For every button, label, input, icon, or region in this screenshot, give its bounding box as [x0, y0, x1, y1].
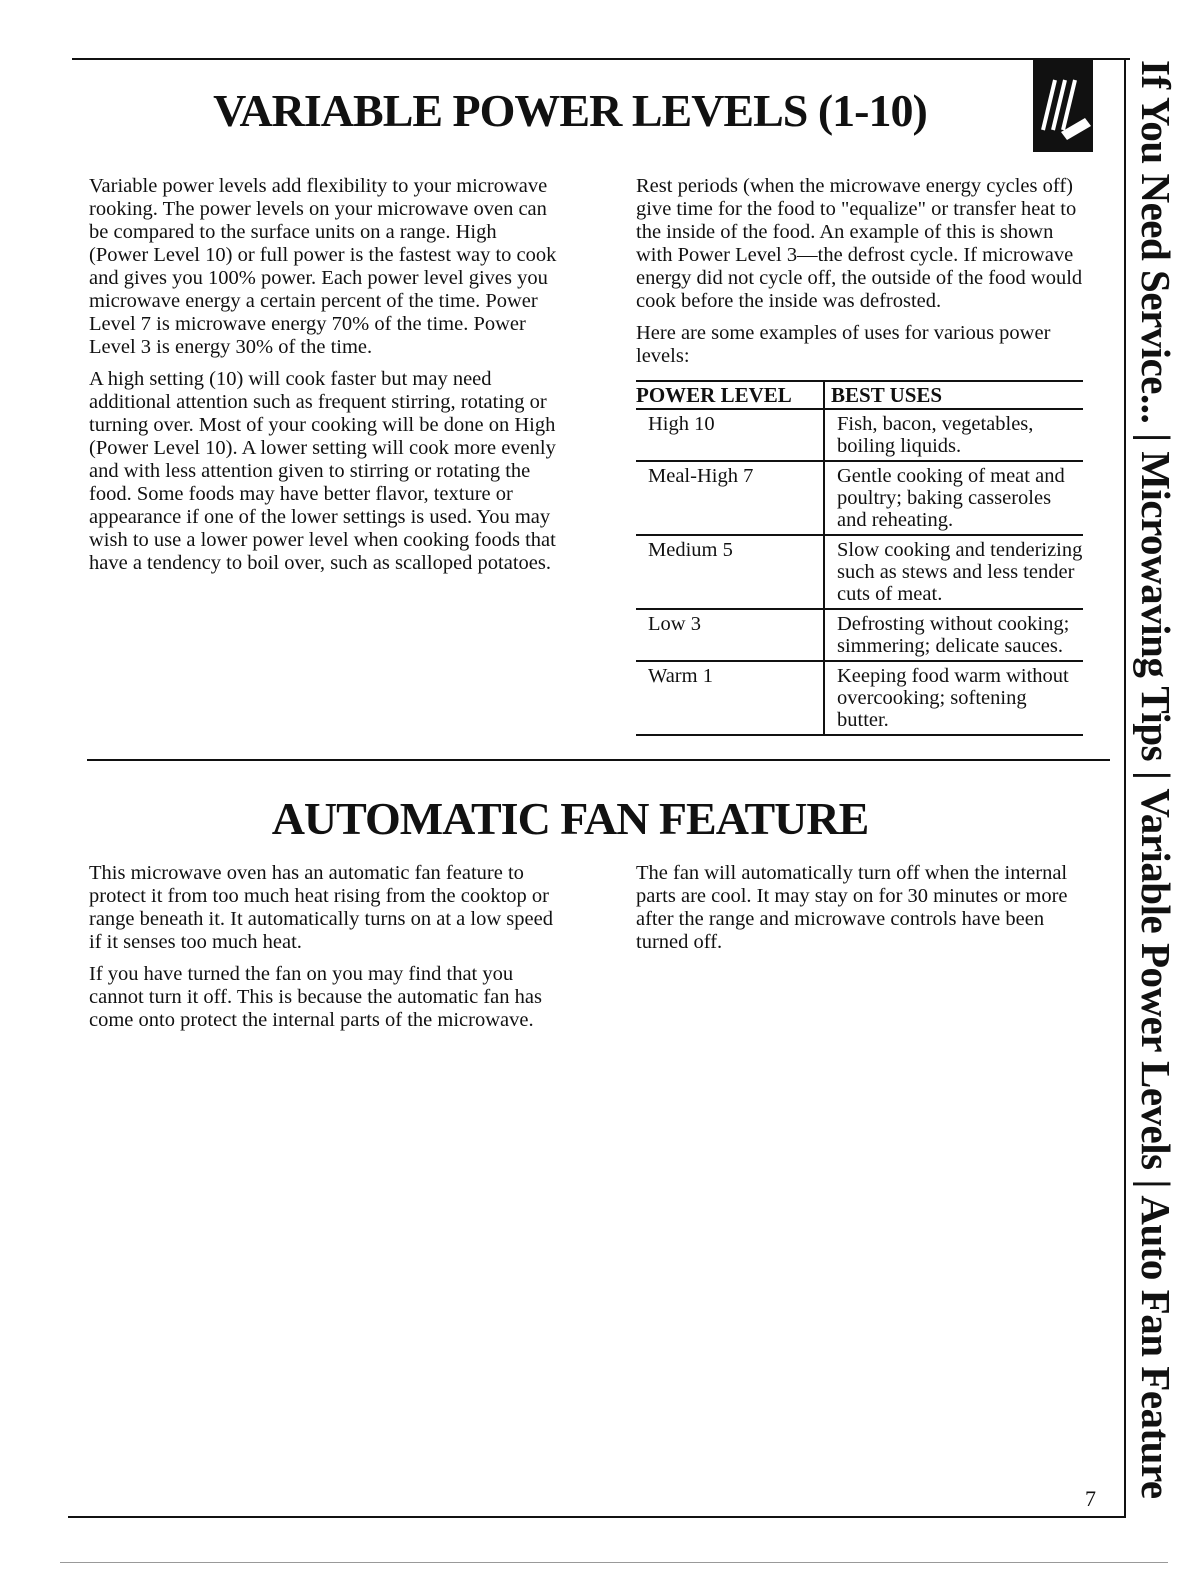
level-cell: Meal-High 7: [636, 461, 824, 535]
level-cell: High 10: [636, 409, 824, 461]
level-cell: Medium 5: [636, 535, 824, 609]
table-header-level: POWER LEVEL: [636, 381, 824, 409]
uses-cell: Fish, bacon, vegetables, boiling liquids.: [824, 409, 1083, 461]
sidebar-index: If You Need Service... | Microwaving Tips | Variable Power Levels | Auto Fan Feature: [1133, 60, 1179, 1499]
top-rule: [72, 58, 1130, 60]
fan-detail-column: [636, 862, 1076, 954]
table-header-uses: BEST USES: [824, 381, 1083, 409]
paragraph: The fan will automatically turn off when the internal parts are cool. It may stay on for 30 minutes or more after the range and microwave controls have been turned off.: [636, 862, 1068, 953]
section-logo-icon: [1033, 60, 1093, 152]
level-cell: Warm 1: [636, 661, 824, 735]
uses-cell: Gentle cooking of meat and poultry; baking casseroles and reheating.: [824, 461, 1083, 535]
uses-cell: Slow cooking and tenderizing such as stews and less tender cuts of meat.: [824, 535, 1083, 609]
section-title: AUTOMATIC FAN FEATURE: [271, 793, 869, 844]
table-row: [636, 409, 1083, 461]
bottom-rule: [68, 1516, 1126, 1518]
paragraph: If you have turned the fan on you may find that you cannot turn it off. This is because the automatic fan has come onto protect the internal parts of the microwave.: [89, 963, 542, 1031]
section-divider: [87, 759, 1110, 761]
table-row: [636, 461, 1083, 535]
table-row: [636, 609, 1083, 661]
table-row: [636, 661, 1083, 735]
paragraph: Rest periods (when the microwave energy cycles off) give time for the food to "equalize" or transfer heat to the inside of the food. An example of this is shown with Power Level 3—the defrost cycle. If microwave energy did not cycle off, the outside of the food would cook before the inside was defrosted.: [636, 175, 1083, 312]
paragraph: A high setting (10) will cook faster but may need additional attention such as frequent stirring, rotating or turning over. Most of your cooking will be done on High (Power Level 10). A lower setting will cook more evenly and with less attention given to stirring or rotating the food. Some foods may have better flavor, texture or appearance if one of the lower settings is used. You may wish to use a lower power level when cooking foods that have a tendency to boil over, such as scalloped potatoes.: [89, 368, 556, 574]
uses-cell: Defrosting without cooking; simmering; delicate sauces.: [824, 609, 1083, 661]
paragraph: Here are some examples of uses for various power levels:: [636, 322, 1051, 367]
page-title: VARIABLE POWER LEVELS (1-10): [213, 85, 927, 136]
sidebar-rule: [1124, 60, 1126, 1518]
paragraph: Variable power levels add flexibility to your microwave rooking. The power levels on your microwave oven can be compared to the surface units on a range. High (Power Level 10) or full power is the fastest way to cook and gives you 100% power. Each power level gives you microwave energy a certain percent of the time. Power Level 7 is microwave energy 70% of the time. Power Level 3 is energy 30% of the time.: [89, 175, 557, 358]
rest-periods-column: [636, 175, 1083, 736]
bottom-thin-rule: [60, 1562, 1168, 1563]
paragraph: This microwave oven has an automatic fan feature to protect it from too much heat rising from the cooktop or range beneath it. It automatically turns on at a low speed if it senses too much heat.: [89, 862, 553, 953]
uses-cell: Keeping food warm without overcooking; softening butter.: [824, 661, 1083, 735]
level-cell: Low 3: [636, 609, 824, 661]
table-row: [636, 535, 1083, 609]
power-level-table: [636, 380, 1083, 736]
fan-intro-column: [89, 862, 559, 1032]
page-number: 7: [1085, 1486, 1096, 1511]
intro-column: [89, 175, 559, 575]
